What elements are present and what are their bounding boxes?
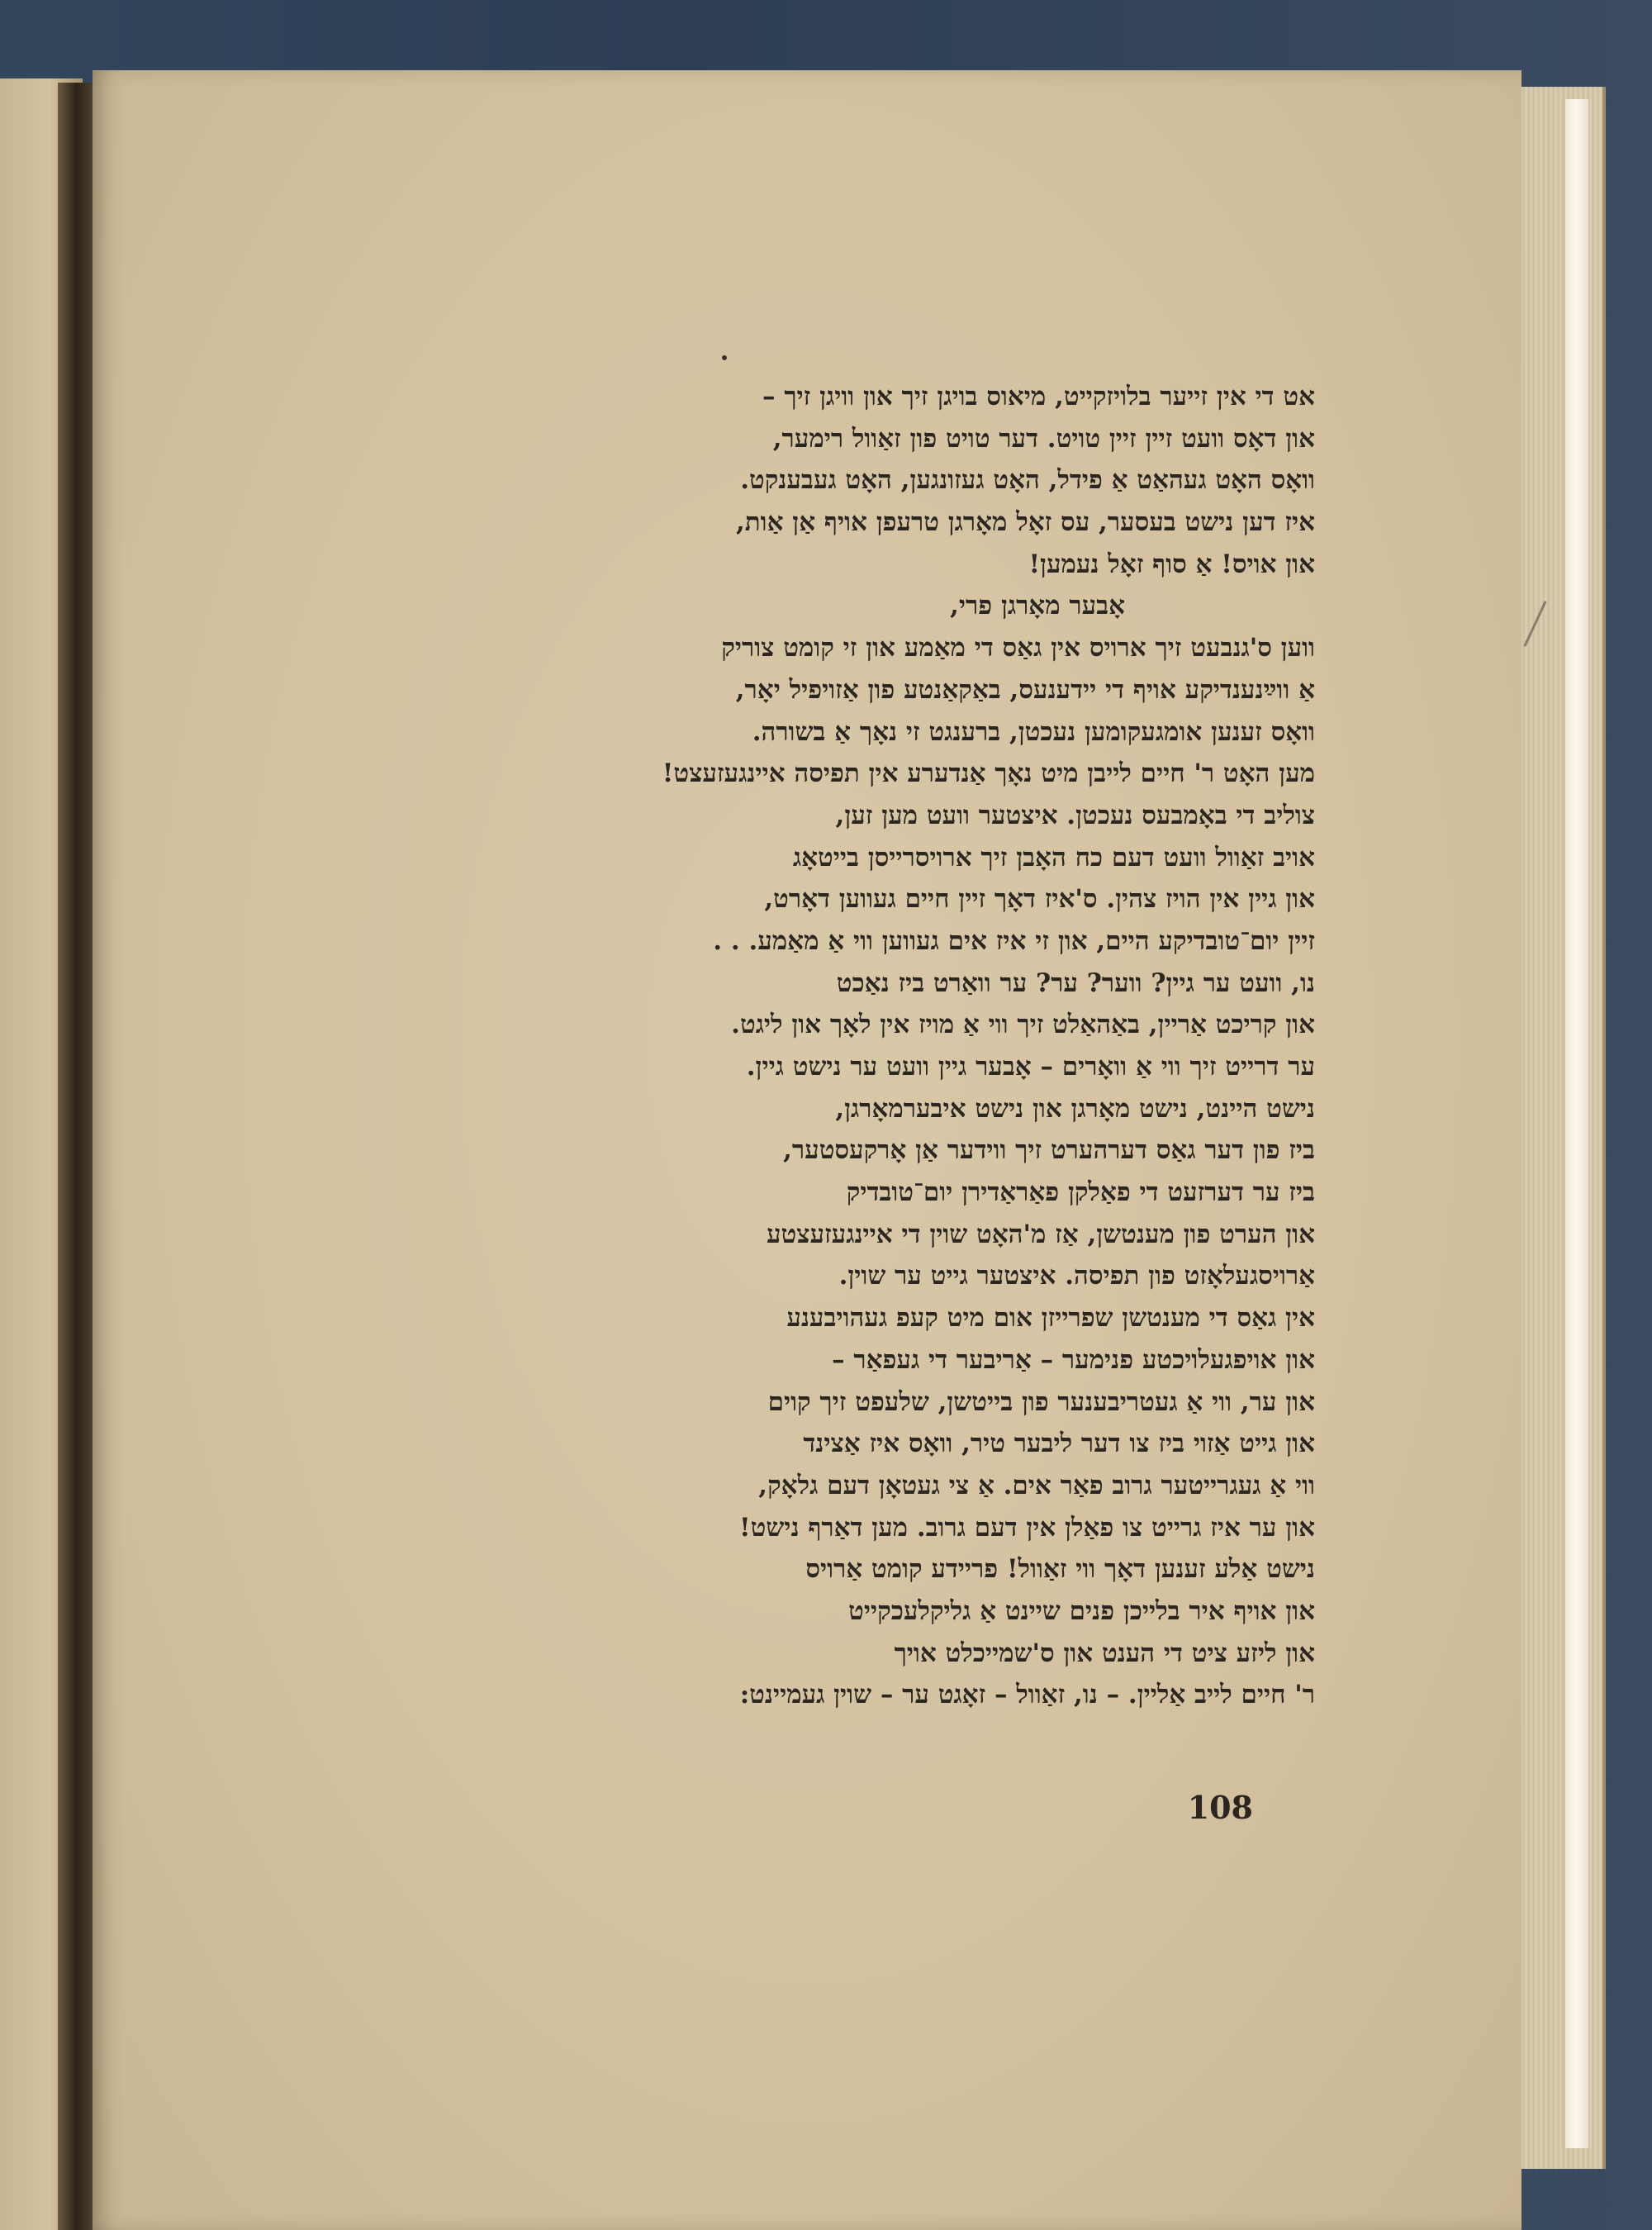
text-line: אויב זאַוול וועט דעם כח האָבן זיך ארויסרייסן בייטאָג bbox=[792, 842, 1315, 873]
text-line: נישט אַלע זענען דאָך ווי זאַוול! פריידע קומט אַרויס bbox=[805, 1554, 1315, 1585]
text-line: און אויס! אַ סוף זאָל נעמען! bbox=[1028, 549, 1315, 579]
text-line: אַרויסגעלאָזט פון תפיסה. איצטער גייט ער שוין. bbox=[838, 1261, 1315, 1291]
text-line: און קריכט אַריין, באַהאַלט זיך ווי אַ מויז אין לאָך און ליגט. bbox=[731, 1010, 1315, 1040]
text-line: און גייט אַזוי ביז צו דער ליבער טיר, וואָס איז אַצינד bbox=[803, 1429, 1315, 1459]
text-line: און דאָס וועט זיין זיין טויט. דער טויט פון זאַוול רימער, bbox=[772, 423, 1315, 454]
text-line: ער דרייט זיך ווי אַ וואָרים – אָבער גיין וועט ער נישט גיין. bbox=[746, 1052, 1315, 1082]
text-line: מען האָט ר' חיים לייבן מיט נאָך אַנדערע אין תפיסה איינגעזעצט! bbox=[662, 758, 1315, 789]
page-number: 108 bbox=[1187, 1789, 1253, 1826]
book-page bbox=[93, 70, 1521, 2230]
page-stack-edges bbox=[1512, 87, 1606, 2169]
text-line: און הערט פון מענטשן, אַז מ'האָט שוין די איינגעזעצטע bbox=[766, 1219, 1315, 1249]
text-line: און ליזע ציט די הענט און ס'שמייכלט אויך bbox=[894, 1638, 1315, 1668]
page-stack-highlight bbox=[1565, 99, 1588, 2148]
text-line: ביז פון דער גאַס דערהערט זיך ווידער אַן אָרקעסטער, bbox=[783, 1135, 1315, 1166]
text-line: ווען ס'גנבעט זיך ארויס אין גאַס די מאַמע און זי קומט צוריק bbox=[721, 633, 1315, 663]
text-line: זיין יום־טובדיקע היים, און זי איז אים געווען ווי אַ מאַמע. . . bbox=[713, 925, 1315, 956]
text-line: אָבער מאָרגן פרי, bbox=[950, 591, 1125, 621]
text-line: און גיין אין הויז צהין. ס'איז דאָך זיין חיים געווען דאָרט, bbox=[764, 884, 1315, 915]
text-line: איז דען נישט בעסער, עס זאָל מאָרגן טרעפן אויף אַן אַות, bbox=[735, 507, 1315, 538]
text-line: און ער, ווי אַ געטריבענער פון בייטשן, שלעפט זיך קוים bbox=[767, 1386, 1315, 1417]
page-text bbox=[353, 376, 1315, 1716]
page-ornament-dot bbox=[722, 355, 727, 360]
text-line: און ער איז גרייט צו פאַלן אין דעם גרוב. מען דאַרף נישט! bbox=[739, 1512, 1315, 1543]
text-line: און אויפגעלויכטע פנימער – אַריבער די געפאַר – bbox=[832, 1344, 1315, 1375]
text-line: ר' חיים לייב אַליין. – נו, זאַוול – זאָגט ער – שוין געמיינט: bbox=[739, 1680, 1315, 1710]
text-line: ביז ער דערזעט די פאַלקן פאַראַדירן יום־טובדיק bbox=[846, 1177, 1315, 1208]
text-line: אַ ווײַנענדיקע אויף די יידענעס, באַקאַנטע פון אַזויפיל יאָר, bbox=[735, 674, 1315, 705]
text-line: נישט היינט, נישט מאָרגן און נישט איבערמאָרגן, bbox=[835, 1093, 1315, 1124]
text-line: וואָס זענען אומגעקומען נעכטן, ברענגט זי נאָך אַ בשורה. bbox=[752, 716, 1315, 747]
text-line: נו, וועט ער גיין? ווער? ער? ער וואַרט ביז נאַכט bbox=[836, 968, 1315, 998]
text-line: ווי אַ געגרייטער גרוב פאַר אים. אַ צי געטאָן דעם גלאָק, bbox=[758, 1470, 1315, 1500]
text-line: און אויף איר בלייכן פנים שיינט אַ גליקלעכקייט bbox=[848, 1595, 1315, 1626]
text-line: אין גאַס די מענטשן שפרייזן אום מיט קעפ געהויבענע bbox=[786, 1303, 1315, 1334]
text-line: אט די אין זייער בלויזקייט, מיאוס בויגן זיך און וויגן זיך – bbox=[762, 382, 1315, 411]
text-line: צוליב די באָמבעס נעכטן. איצטער וועט מען זען, bbox=[835, 800, 1315, 830]
text-line: וואָס האָט געהאַט אַ פידל, האָט געזונגען, האָט געבענקט. bbox=[740, 465, 1315, 496]
